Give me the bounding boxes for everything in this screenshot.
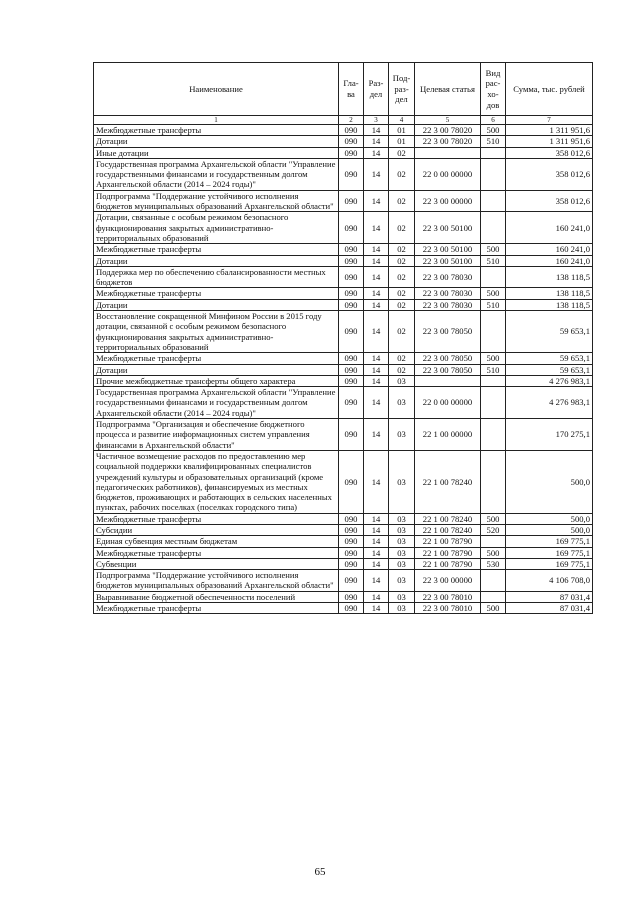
row-target (415, 375, 481, 386)
row-amount: 160 241,0 (506, 244, 593, 255)
row-amount: 87 031,4 (506, 603, 593, 614)
table-row (94, 158, 593, 190)
row-section: 14 (364, 570, 389, 592)
row-amount: 59 653,1 (506, 311, 593, 353)
row-name: Единая субвенция местным бюджетам (94, 536, 339, 547)
row-amount: 138 118,5 (506, 288, 593, 299)
column-number: 1 (94, 116, 339, 125)
row-section: 14 (364, 147, 389, 158)
row-section: 14 (364, 419, 389, 451)
table-row (94, 288, 593, 299)
row-target: 22 1 00 78240 (415, 524, 481, 535)
row-subsection: 02 (389, 190, 415, 212)
row-expense-type (481, 375, 506, 386)
row-expense-type: 500 (481, 547, 506, 558)
row-target: 22 3 00 78010 (415, 591, 481, 602)
row-target: 22 1 00 78790 (415, 547, 481, 558)
column-number: 7 (506, 116, 593, 125)
row-section: 14 (364, 450, 389, 513)
row-section: 14 (364, 558, 389, 569)
row-expense-type: 500 (481, 353, 506, 364)
row-amount: 169 775,1 (506, 536, 593, 547)
header-amount: Сумма, тыс. рублей (506, 63, 593, 116)
row-subsection: 03 (389, 419, 415, 451)
header-expense-type: Вид рас-хо-дов (481, 63, 506, 116)
row-name: Дотации (94, 136, 339, 147)
row-chapter: 090 (339, 311, 364, 353)
row-chapter: 090 (339, 288, 364, 299)
row-expense-type (481, 450, 506, 513)
row-name: Дотации (94, 255, 339, 266)
row-name: Межбюджетные трансферты (94, 547, 339, 558)
row-subsection: 01 (389, 125, 415, 136)
table-row (94, 147, 593, 158)
row-subsection: 03 (389, 524, 415, 535)
row-amount: 170 275,1 (506, 419, 593, 451)
column-number: 2 (339, 116, 364, 125)
row-subsection: 03 (389, 387, 415, 419)
row-name: Выравнивание бюджетной обеспеченности поселений (94, 591, 339, 602)
row-section: 14 (364, 255, 389, 266)
row-expense-type (481, 158, 506, 190)
row-name: Иные дотации (94, 147, 339, 158)
row-subsection: 03 (389, 603, 415, 614)
row-amount: 160 241,0 (506, 212, 593, 244)
row-subsection: 01 (389, 136, 415, 147)
row-amount: 4 276 983,1 (506, 387, 593, 419)
row-amount: 4 276 983,1 (506, 375, 593, 386)
row-subsection: 02 (389, 353, 415, 364)
row-chapter: 090 (339, 266, 364, 288)
row-subsection: 02 (389, 299, 415, 310)
row-expense-type (481, 570, 506, 592)
row-subsection: 02 (389, 212, 415, 244)
row-subsection: 02 (389, 255, 415, 266)
row-chapter: 090 (339, 558, 364, 569)
row-name: Межбюджетные трансферты (94, 288, 339, 299)
table-row (94, 603, 593, 614)
row-target: 22 3 00 00000 (415, 570, 481, 592)
row-target (415, 147, 481, 158)
row-target: 22 3 00 78030 (415, 266, 481, 288)
header-section: Раз-дел (364, 63, 389, 116)
row-section: 14 (364, 311, 389, 353)
table-row (94, 450, 593, 513)
column-number: 3 (364, 116, 389, 125)
row-chapter: 090 (339, 299, 364, 310)
row-expense-type: 510 (481, 136, 506, 147)
table-row (94, 558, 593, 569)
row-section: 14 (364, 591, 389, 602)
row-section: 14 (364, 288, 389, 299)
row-section: 14 (364, 375, 389, 386)
row-name: Подпрограмма "Поддержание устойчивого исполнения бюджетов муниципальных образований Архангельской области" (94, 570, 339, 592)
table-row (94, 353, 593, 364)
row-target: 22 3 00 50100 (415, 212, 481, 244)
row-amount: 4 106 708,0 (506, 570, 593, 592)
row-amount: 138 118,5 (506, 266, 593, 288)
row-expense-type: 500 (481, 513, 506, 524)
table-row (94, 136, 593, 147)
row-subsection: 02 (389, 364, 415, 375)
table-row (94, 547, 593, 558)
row-section: 14 (364, 212, 389, 244)
table-row (94, 536, 593, 547)
row-section: 14 (364, 266, 389, 288)
row-target: 22 1 00 00000 (415, 419, 481, 451)
row-chapter: 090 (339, 190, 364, 212)
row-target: 22 3 00 50100 (415, 244, 481, 255)
row-section: 14 (364, 364, 389, 375)
row-expense-type (481, 190, 506, 212)
budget-table (93, 62, 593, 614)
row-target: 22 0 00 00000 (415, 387, 481, 419)
row-subsection: 02 (389, 244, 415, 255)
table-row (94, 190, 593, 212)
row-section: 14 (364, 603, 389, 614)
row-target: 22 3 00 00000 (415, 190, 481, 212)
row-expense-type: 510 (481, 299, 506, 310)
table-body (94, 125, 593, 614)
row-name: Подпрограмма "Поддержание устойчивого исполнения бюджетов муниципальных образований Архангельской области" (94, 190, 339, 212)
row-expense-type: 500 (481, 244, 506, 255)
row-chapter: 090 (339, 212, 364, 244)
row-chapter: 090 (339, 364, 364, 375)
table-row (94, 513, 593, 524)
header-chapter: Гла-ва (339, 63, 364, 116)
row-chapter: 090 (339, 536, 364, 547)
row-subsection: 03 (389, 591, 415, 602)
row-amount: 87 031,4 (506, 591, 593, 602)
row-section: 14 (364, 190, 389, 212)
table-row (94, 524, 593, 535)
row-target: 22 0 00 00000 (415, 158, 481, 190)
row-target: 22 3 00 78030 (415, 288, 481, 299)
row-target: 22 3 00 78030 (415, 299, 481, 310)
row-amount: 358 012,6 (506, 190, 593, 212)
header-target: Целевая статья (415, 63, 481, 116)
row-chapter: 090 (339, 147, 364, 158)
row-expense-type: 500 (481, 603, 506, 614)
table-row (94, 375, 593, 386)
row-chapter: 090 (339, 419, 364, 451)
row-amount: 500,0 (506, 450, 593, 513)
row-expense-type: 530 (481, 558, 506, 569)
row-name: Субсидии (94, 524, 339, 535)
row-name: Государственная программа Архангельской области "Управление государственными финансами и государственным долгом Архангельской области (2014 – 2024 годы)" (94, 158, 339, 190)
row-target: 22 3 00 78050 (415, 311, 481, 353)
row-subsection: 02 (389, 311, 415, 353)
row-name: Дотации (94, 299, 339, 310)
row-subsection: 03 (389, 558, 415, 569)
row-name: Межбюджетные трансферты (94, 353, 339, 364)
row-subsection: 02 (389, 266, 415, 288)
row-section: 14 (364, 536, 389, 547)
row-target: 22 3 00 78020 (415, 125, 481, 136)
row-name: Частичное возмещение расходов по предоставлению мер социальной поддержки квалифицированных специалистов учреждений культуры и образовательных организаций (кроме педагогических работников), финансируемых из местных бюджетов, проживающих и работающих в сельских населенных пунктах, рабочих поселках (поселках городского типа) (94, 450, 339, 513)
row-subsection: 03 (389, 375, 415, 386)
table-row (94, 419, 593, 451)
row-amount: 138 118,5 (506, 299, 593, 310)
row-expense-type: 510 (481, 364, 506, 375)
row-target: 22 3 00 78010 (415, 603, 481, 614)
column-numbers-row (94, 116, 593, 125)
row-name: Межбюджетные трансферты (94, 125, 339, 136)
row-chapter: 090 (339, 524, 364, 535)
row-section: 14 (364, 158, 389, 190)
row-chapter: 090 (339, 570, 364, 592)
row-section: 14 (364, 244, 389, 255)
row-section: 14 (364, 524, 389, 535)
row-amount: 358 012,6 (506, 147, 593, 158)
table-row (94, 387, 593, 419)
row-subsection: 03 (389, 450, 415, 513)
header-row (94, 63, 593, 116)
row-amount: 169 775,1 (506, 558, 593, 569)
row-target: 22 3 00 78050 (415, 353, 481, 364)
row-chapter: 090 (339, 387, 364, 419)
row-subsection: 02 (389, 288, 415, 299)
table-row (94, 266, 593, 288)
row-name: Субвенции (94, 558, 339, 569)
table-row (94, 244, 593, 255)
row-target: 22 3 00 78050 (415, 364, 481, 375)
header-name: Наименование (94, 63, 339, 116)
row-amount: 169 775,1 (506, 547, 593, 558)
row-target: 22 3 00 50100 (415, 255, 481, 266)
table-row (94, 570, 593, 592)
row-subsection: 03 (389, 513, 415, 524)
table-row (94, 591, 593, 602)
table-row (94, 311, 593, 353)
row-expense-type (481, 147, 506, 158)
row-name: Межбюджетные трансферты (94, 603, 339, 614)
table-row (94, 125, 593, 136)
row-target: 22 1 00 78240 (415, 450, 481, 513)
row-chapter: 090 (339, 547, 364, 558)
row-amount: 1 311 951,6 (506, 136, 593, 147)
row-amount: 59 653,1 (506, 364, 593, 375)
row-section: 14 (364, 125, 389, 136)
page-number: 65 (314, 866, 326, 878)
row-name: Государственная программа Архангельской области "Управление государственными финансами и государственным долгом Архангельской области (2014 – 2024 годы)" (94, 387, 339, 419)
row-subsection: 02 (389, 147, 415, 158)
row-chapter: 090 (339, 603, 364, 614)
column-number: 5 (415, 116, 481, 125)
row-amount: 160 241,0 (506, 255, 593, 266)
row-chapter: 090 (339, 255, 364, 266)
row-name: Восстановление сокращенной Минфином России в 2015 году дотации, связанной с особым режимом безопасного функционирования закрытых административно-территориальных образований (94, 311, 339, 353)
table-row (94, 255, 593, 266)
row-subsection: 03 (389, 547, 415, 558)
row-name: Межбюджетные трансферты (94, 244, 339, 255)
row-target: 22 1 00 78240 (415, 513, 481, 524)
row-expense-type (481, 387, 506, 419)
row-chapter: 090 (339, 136, 364, 147)
row-chapter: 090 (339, 158, 364, 190)
row-subsection: 03 (389, 570, 415, 592)
row-section: 14 (364, 387, 389, 419)
row-chapter: 090 (339, 450, 364, 513)
row-chapter: 090 (339, 375, 364, 386)
row-amount: 1 311 951,6 (506, 125, 593, 136)
row-section: 14 (364, 136, 389, 147)
row-amount: 59 653,1 (506, 353, 593, 364)
row-expense-type (481, 419, 506, 451)
row-amount: 358 012,6 (506, 158, 593, 190)
row-subsection: 02 (389, 158, 415, 190)
row-expense-type: 520 (481, 524, 506, 535)
row-chapter: 090 (339, 244, 364, 255)
table-row (94, 212, 593, 244)
row-section: 14 (364, 513, 389, 524)
row-target: 22 1 00 78790 (415, 558, 481, 569)
row-name: Прочие межбюджетные трансферты общего характера (94, 375, 339, 386)
table-row (94, 364, 593, 375)
row-name: Поддержка мер по обеспечению сбалансированности местных бюджетов (94, 266, 339, 288)
row-chapter: 090 (339, 513, 364, 524)
row-expense-type (481, 311, 506, 353)
row-section: 14 (364, 299, 389, 310)
row-name: Подпрограмма "Организация и обеспечение бюджетного процесса и развитие информационных систем управления финансами в Архангельской области" (94, 419, 339, 451)
row-section: 14 (364, 547, 389, 558)
header-subsection: Под-раз-дел (389, 63, 415, 116)
row-amount: 500,0 (506, 513, 593, 524)
row-expense-type: 500 (481, 288, 506, 299)
row-name: Дотации, связанные с особым режимом безопасного функционирования закрытых административно-территориальных образований (94, 212, 339, 244)
row-expense-type (481, 212, 506, 244)
row-chapter: 090 (339, 125, 364, 136)
row-chapter: 090 (339, 591, 364, 602)
row-amount: 500,0 (506, 524, 593, 535)
column-number: 4 (389, 116, 415, 125)
row-chapter: 090 (339, 353, 364, 364)
row-section: 14 (364, 353, 389, 364)
row-target: 22 3 00 78020 (415, 136, 481, 147)
column-number: 6 (481, 116, 506, 125)
row-expense-type (481, 536, 506, 547)
table-row (94, 299, 593, 310)
row-name: Межбюджетные трансферты (94, 513, 339, 524)
row-expense-type: 500 (481, 125, 506, 136)
row-name: Дотации (94, 364, 339, 375)
row-expense-type (481, 266, 506, 288)
row-target: 22 1 00 78790 (415, 536, 481, 547)
row-expense-type: 510 (481, 255, 506, 266)
row-subsection: 03 (389, 536, 415, 547)
row-expense-type (481, 591, 506, 602)
